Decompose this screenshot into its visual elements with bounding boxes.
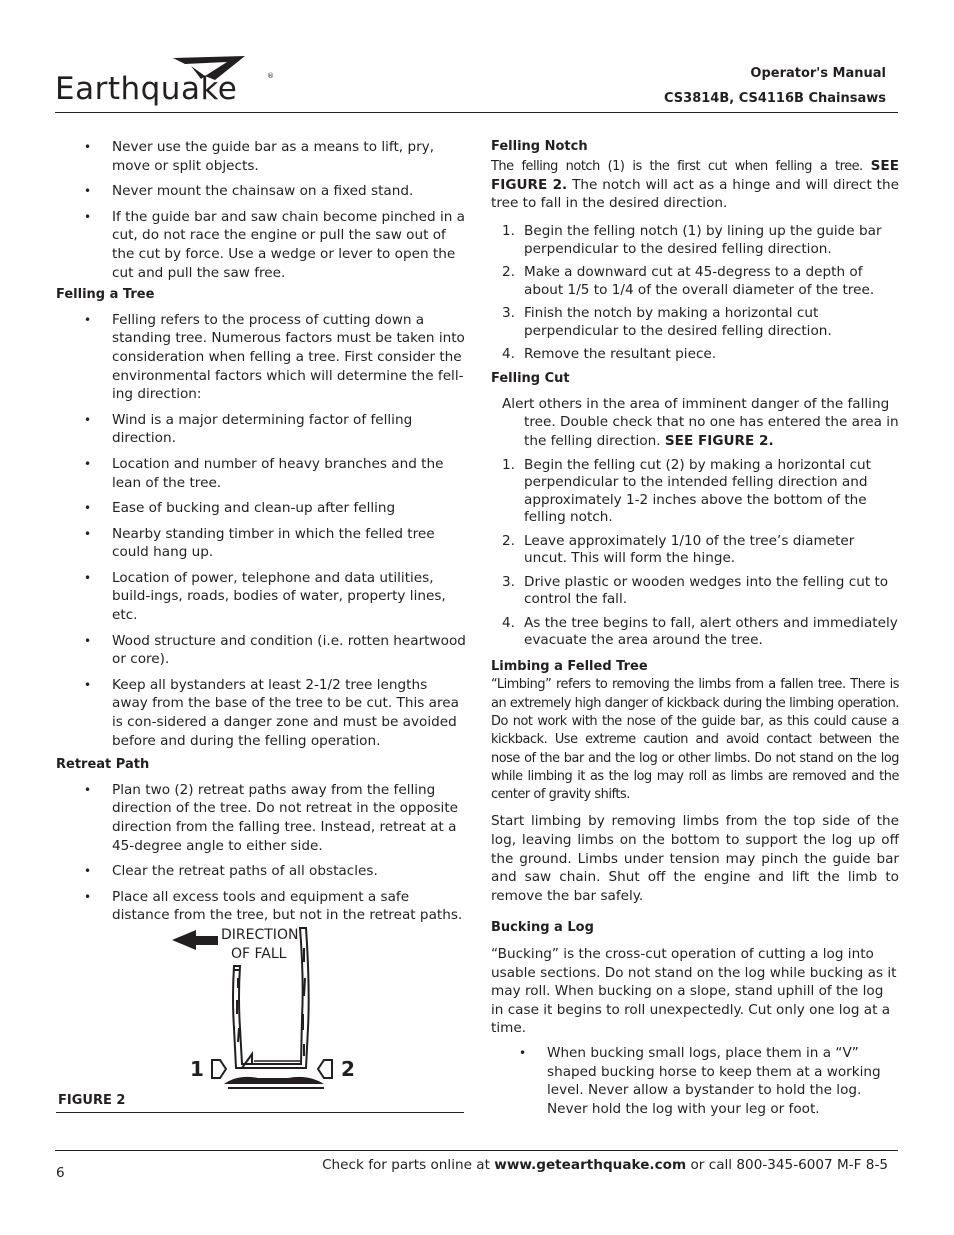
- footer-url-link[interactable]: www.getearthquake.com: [494, 1157, 687, 1173]
- header-title-line1: Operator's Manual: [750, 66, 886, 81]
- footer-rule: [55, 1150, 898, 1151]
- right-column: [491, 138, 899, 1125]
- list-item: • Ease of bucking and clean-up after felling: [56, 499, 466, 518]
- list-item: • Clear the retreat paths of all obstacles.: [56, 862, 466, 881]
- list-item: 3. Drive plastic or wooden wedges into the felling cut to control the fall.: [502, 573, 889, 608]
- cut-alert-text: Alert others in the area of imminent danger of the falling tree. Double check that no one has entered the area in the felling direction.: [502, 396, 899, 449]
- step-text: Finish the notch by making a horizontal cut perpendicular to the desired felling direction.: [524, 305, 832, 339]
- cut-figure-ref: SEE FIGURE 2.: [664, 432, 774, 449]
- step-text: Begin the felling notch (1) by lining up the guide bar perpendicular to the desired felling direction.: [524, 223, 882, 257]
- arrow-left-icon: [318, 1060, 332, 1078]
- notch-intro: [491, 157, 899, 213]
- step-text: Begin the felling cut (2) by making a horizontal cut perpendicular to the intended felling direction and approximately 1-2 inches above the bottom of the felling notch.: [524, 456, 871, 526]
- retreat-heading: Retreat Path: [56, 757, 150, 773]
- list-item: • If the guide bar and saw chain become pinched in a cut, do not race the engine or pull the saw out of the cut by force. Use a wedge or lever to open the cut and pull the saw free.: [56, 208, 466, 282]
- retreat-bullet-list: [56, 781, 466, 925]
- footer-text-a: Check for parts online at: [322, 1157, 495, 1173]
- list-item: 2. Make a downward cut at 45-degress to a depth of about 1/5 to 1/4 of the overall diameter of the tree.: [502, 264, 875, 298]
- list-item: • When bucking small logs, place them in a “V” shaped bucking horse to keep them at a working level. Never allow a bystander to hold the log. Never hold the log with your leg or foot.: [491, 1044, 899, 1118]
- footer-contact: [322, 1157, 888, 1173]
- list-item: • Never use the guide bar as a means to lift, pry, move or split objects.: [56, 138, 466, 175]
- bucking-paragraph: “Bucking” is the cross-cut operation of cutting a log into usable sections. Do not stand on the log while bucking as it may roll. When bucking on a slope, stand uphill of the log in case it begins to roll unexpectedly. Cut only one log at a time.: [491, 946, 897, 1037]
- notch-intro-part-a: The felling notch (1) is the first cut when felling a tree.: [491, 158, 871, 174]
- list-item: • Place all excess tools and equipment a safe distance from the tree, but not in the retreat paths.: [56, 888, 466, 925]
- page-number: 6: [56, 1165, 65, 1181]
- figure-caption: FIGURE 2: [58, 1093, 126, 1108]
- list-item: 1. Begin the felling cut (2) by making a horizontal cut perpendicular to the intended felling direction and approximately 1-2 inches above the bottom of the felling notch.: [502, 456, 871, 526]
- notch-steps-list: [491, 223, 899, 364]
- figure-2-illustration: [168, 918, 368, 1094]
- bucking-bullet-list: [491, 1044, 899, 1118]
- limbing-heading: Limbing a Felled Tree: [491, 658, 648, 674]
- cut-number-1: 1: [190, 1057, 204, 1081]
- earthquake-logo: [55, 52, 277, 114]
- notch-figure-ref: SEE FIGURE 2.: [491, 157, 899, 193]
- notch-heading: Felling Notch: [491, 139, 588, 154]
- list-item: • Keep all bystanders at least 2-1/2 tree lengths away from the base of the tree to be cut. This area is con-sidered a danger zone and must be avoided before and during the felling operation.: [56, 676, 466, 750]
- list-item: • Location of power, telephone and data utilities, build-ings, roads, bodies of water, property lines, etc.: [56, 569, 466, 625]
- list-item: 3. Finish the notch by making a horizontal cut perpendicular to the desired felling direction.: [502, 305, 832, 339]
- tree-felling-diagram-icon: [168, 918, 368, 1094]
- list-item: • Plan two (2) retreat paths away from the felling direction of the tree. Do not retreat in the opposite direction from the falling tree. Instead, retreat at a 45-degree angle to either side.: [56, 781, 466, 855]
- notch-intro-part-b: The notch will act as a hinge and will direct the tree to fall in the desired direction.: [491, 176, 899, 212]
- list-item: • Wood structure and condition (i.e. rotten heartwood or core).: [56, 632, 466, 669]
- list-item: • Never mount the chainsaw on a fixed stand.: [56, 182, 466, 201]
- list-item: 4. As the tree begins to fall, alert others and immediately evacuate the area around the tree.: [502, 614, 898, 649]
- list-item: • Nearby standing timber in which the felled tree could hang up.: [56, 525, 466, 562]
- felling-bullet-list: [56, 311, 466, 750]
- felling-heading: Felling a Tree: [56, 287, 155, 303]
- list-item: 2. Leave approximately 1/10 of the tree’s diameter uncut. This will form the hinge.: [502, 532, 855, 567]
- step-text: Leave approximately 1/10 of the tree’s diameter uncut. This will form the hinge.: [524, 532, 855, 567]
- bucking-heading: Bucking a Log: [491, 920, 594, 936]
- step-text: As the tree begins to fall, alert others and immediately evacuate the area around the tree.: [524, 614, 898, 649]
- header-title-line2: CS3814B, CS4116B Chainsaws: [664, 91, 886, 106]
- step-text: Remove the resultant piece.: [524, 346, 717, 363]
- arrow-right-icon: [212, 1060, 226, 1078]
- list-item: • Wind is a major determining factor of felling direction.: [56, 411, 466, 448]
- registered-mark-icon: ®: [267, 72, 274, 80]
- list-item: 1. Begin the felling notch (1) by lining up the guide bar perpendicular to the desired felling direction.: [502, 223, 882, 257]
- step-text: Drive plastic or wooden wedges into the felling cut to control the fall.: [524, 573, 889, 608]
- direction-label-line2: OF FALL: [231, 946, 287, 962]
- cut-alert: [491, 395, 899, 450]
- step-text: Make a downward cut at 45-degress to a depth of about 1/5 to 1/4 of the overall diameter of the tree.: [524, 264, 875, 298]
- cut-number-2: 2: [341, 1057, 355, 1081]
- left-column: [56, 138, 466, 932]
- header-title: [664, 61, 886, 111]
- list-item: 4. Remove the resultant piece.: [502, 346, 717, 363]
- footer-text-b: or call 800-345-6007 M-F 8-5: [686, 1157, 888, 1173]
- intro-bullet-list: [56, 138, 466, 282]
- cut-steps-list: [491, 457, 899, 650]
- limbing-paragraph-2: Start limbing by removing limbs from the top side of the log, leaving limbs on the bottom to support the log up off the ground. Limbs under tension may pinch the guide bar and saw chain. Shut off the engine and lift the limb to remove the bar safely.: [491, 813, 899, 904]
- brand-wordmark: Earthquake: [55, 71, 238, 107]
- figure-rule: [56, 1112, 464, 1113]
- limbing-paragraph-1: “Limbing” refers to removing the limbs from a fallen tree. There is an extremely high danger of kickback during the limbing operation. Do not work with the nose of the guide bar, as this could cause a kickback. Use extreme caution and avoid contact between the nose of the bar and the log or other limbs. Do not stand on the log while limbing it as the log may roll as limbs are removed and the center of gravity shifts.: [491, 677, 899, 803]
- direction-label-line1: DIRECTION: [221, 927, 299, 943]
- cut-heading: Felling Cut: [491, 370, 570, 386]
- list-item: • Location and number of heavy branches and the lean of the tree.: [56, 455, 466, 492]
- list-item: • Felling refers to the process of cutting down a standing tree. Numerous factors must be taken into consideration when felling a tree. First consider the environmental factors which will determine the fell-ing direction:: [56, 311, 466, 404]
- header-rule: [55, 112, 898, 113]
